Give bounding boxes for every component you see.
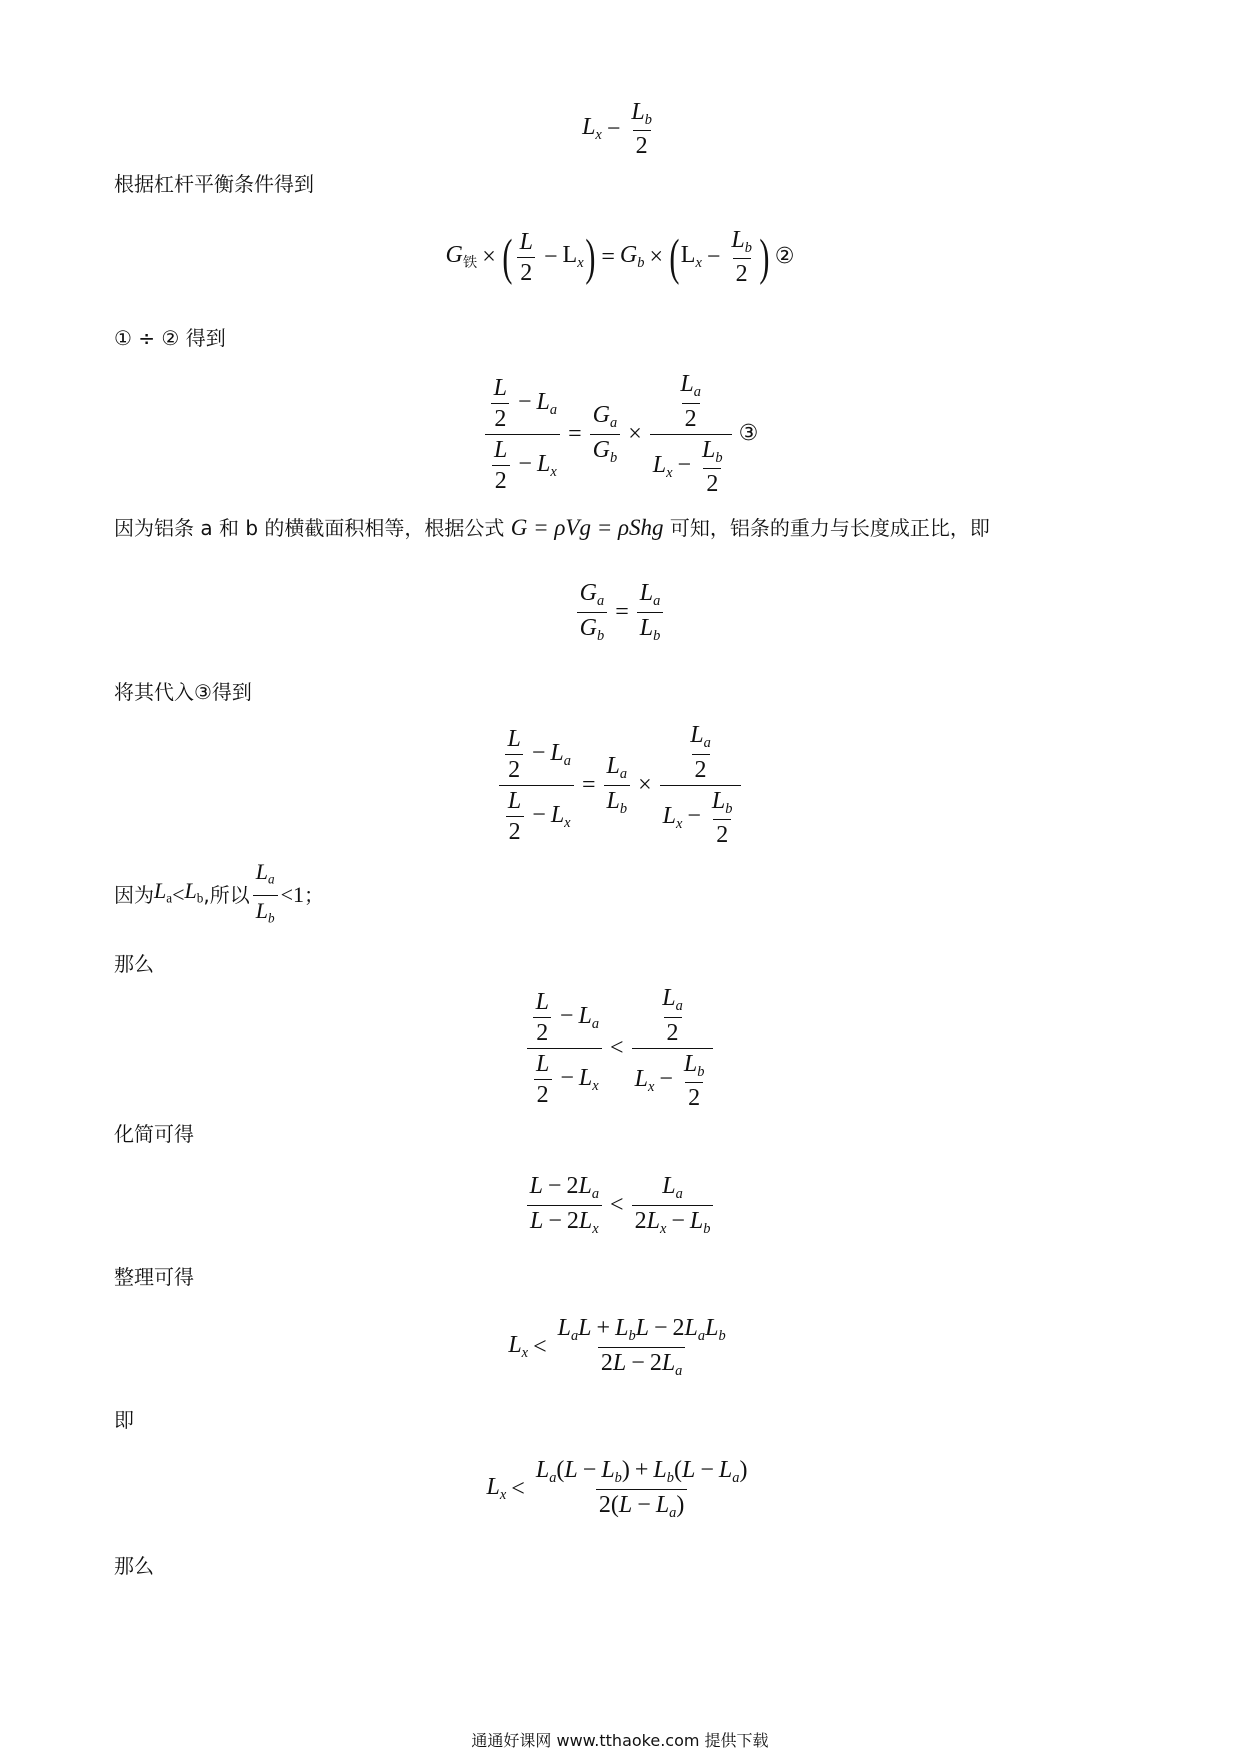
paragraph-rearrange: 整理可得 — [114, 1265, 194, 1289]
paragraph-simplify: 化简可得 — [114, 1122, 194, 1146]
paragraph-substitute: 将其代入③得到 — [114, 680, 252, 704]
paragraph-proportional-a: 因为铝条 a 和 b 的横截面积相等，根据公式 — [114, 516, 505, 540]
paragraph-then-2: 那么 — [114, 1554, 154, 1578]
equation-inequality-1: $\frac{L}{2}$ − $L_a$ $\frac{L}{2}$ − $L_x$ < $\frac{L_a}{2}$ $L_x$ − $\frac{L_b}{2}$ — [0, 988, 1240, 1108]
equation-lx-minus-half-lb: $L_x$ − $\frac{L_b}{2}$ — [582, 98, 652, 160]
equation-simplified: $\frac{L - 2L_a}{L - 2L_x}$ < $\frac{L_a}{2L_x - L_b}$ — [0, 1170, 1240, 1240]
formula-gvg: G = ρVg = ρShg — [510, 515, 664, 540]
circled-2-marker: ② — [774, 244, 795, 269]
equation-lx-bound: $L_x$ < $\frac{L_aL + L_bL - 2L_aL_b}{2L - 2L_a}$ — [508, 1315, 726, 1379]
circled-1-marker: ① — [114, 326, 132, 350]
equation-substituted: $\frac{L}{2}$ − $L_a$ $\frac{L}{2}$ − $L_x$ = $\frac{L_a}{L_b}$ × $\frac{L_a}{2}$ $L_x$ − $\frac{L_b}{2}$ — [0, 724, 1240, 846]
divide-sign: ÷ — [138, 326, 156, 350]
circled-3-marker: ③ — [738, 421, 759, 446]
paragraph-namely: 即 — [114, 1408, 134, 1432]
paragraph-divide — [114, 326, 226, 350]
paragraph-then-1: 那么 — [114, 952, 154, 976]
paragraph-la-less-lb-a: 因为 — [114, 883, 154, 908]
paragraph-la-less-lb-c: ； — [304, 883, 324, 908]
paragraph-lever-balance: 根据杠杆平衡条件得到 — [114, 172, 314, 196]
paragraph-divide-label: 得到 — [185, 326, 226, 350]
equation-2-lever-balance: $G_铁$ × ( $\frac{L}{2}$ − $L_x$ ) = $G_b$ × ( $L_x$ − $\frac{L_b}{2}$ ) ② — [445, 226, 795, 288]
equation-lx-bound-factored: $L_x$ < $\frac{L_a(L - L_b) + L_b(L - L_a)}{2(L - L_a)}$ — [486, 1457, 748, 1521]
paragraph-proportional — [114, 516, 990, 540]
equation-ga-gb-ratio: $\frac{G_a}{G_b}$ = $\frac{L_a}{L_b}$ — [0, 576, 1240, 648]
paragraph-proportional-b: 可知，铝条的重力与长度成正比，即 — [669, 516, 990, 540]
page-footer: 通通好课网 www.tthaoke.com 提供下载 — [471, 1731, 769, 1750]
paragraph-la-less-lb-b: ,所以 — [203, 883, 250, 908]
equation-3: $\frac{L}{2}$ − $L_a$ $\frac{L}{2}$ − $L_x$ = $\frac{G_a}{G_b}$ × $\frac{L_a}{2}$ $L_x$ − $\frac{L_b}{2}$ ③ — [0, 374, 1240, 494]
circled-2-marker: ② — [161, 326, 180, 350]
paragraph-la-less-lb: 因为 $L_a$ < $L_b$ ,所以 $\frac{L_a}{L_b}$ <1 ； — [114, 860, 324, 930]
